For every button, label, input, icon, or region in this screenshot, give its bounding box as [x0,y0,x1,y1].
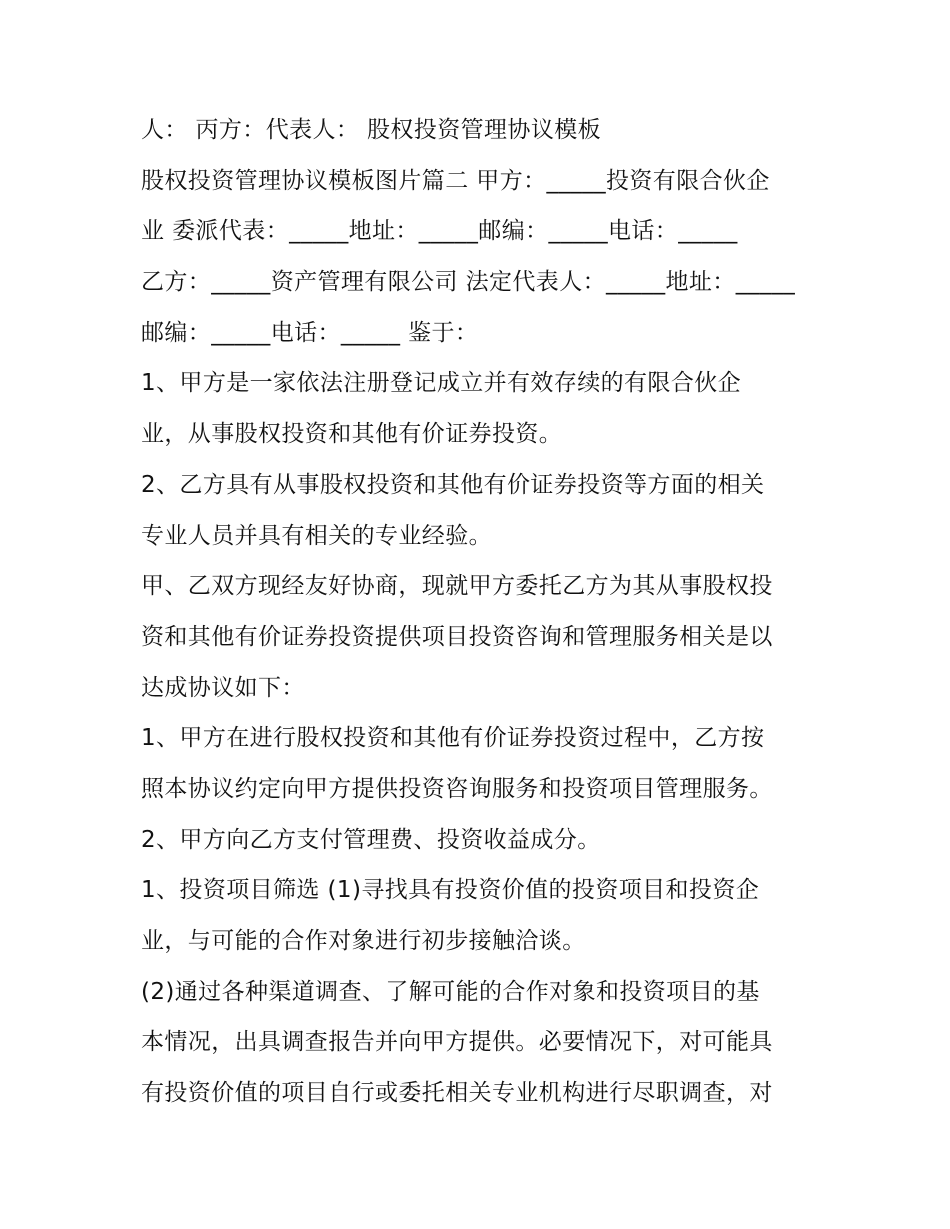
text-line: 1、甲方在进行股权投资和其他有价证券投资过程中，乙方按 [141,725,765,752]
text-line: 资和其他有价证券投资提供项目投资咨询和管理服务相关是以 [141,623,773,650]
text-line: 股权投资管理协议模板图片篇二 甲方：_____投资有限合伙企 [141,167,770,194]
text-line: 2、乙方具有从事股权投资和其他有价证券投资等方面的相关 [141,471,765,498]
text-line: 业，与可能的合作对象进行初步接触洽谈。 [141,928,586,954]
text-line: 1、甲方是一家依法注册登记成立并有效存续的有限合伙企 [141,370,742,397]
text-line: 有投资价值的项目自行或委托相关专业机构进行尽职调查，对 [141,1080,773,1107]
document-body [141,105,821,1119]
text-line: 人： 丙方：代表人： 股权投资管理协议模板 [141,117,602,143]
text-line: 邮编：_____电话：_____ 鉴于： [141,319,479,346]
text-line: 本情况，出具调查报告并向甲方提供。必要情况下，对可能具 [141,1029,773,1056]
text-line: 2、甲方向乙方支付管理费、投资收益成分。 [141,826,601,853]
text-line: (2)通过各种渠道调查、了解可能的合作对象和投资项目的基 [141,978,760,1005]
text-line: 1、投资项目筛选 (1)寻找具有投资价值的投资项目和投资企 [141,877,760,904]
text-line: 甲、乙双方现经友好协商，现就甲方委托乙方为其从事股权投 [141,573,773,600]
text-line: 达成协议如下： [141,674,305,701]
text-line: 照本协议约定向甲方提供投资咨询服务和投资项目管理服务。 [141,775,773,802]
text-line: 乙方：_____资产管理有限公司 法定代表人：_____地址：_____ [141,269,796,296]
text-line: 专业人员并具有相关的专业经验。 [141,522,492,549]
text-line: 业 委派代表：_____地址：_____邮编：_____电话：_____ [141,218,738,245]
text-line: 业，从事股权投资和其他有价证券投资。 [141,421,563,448]
